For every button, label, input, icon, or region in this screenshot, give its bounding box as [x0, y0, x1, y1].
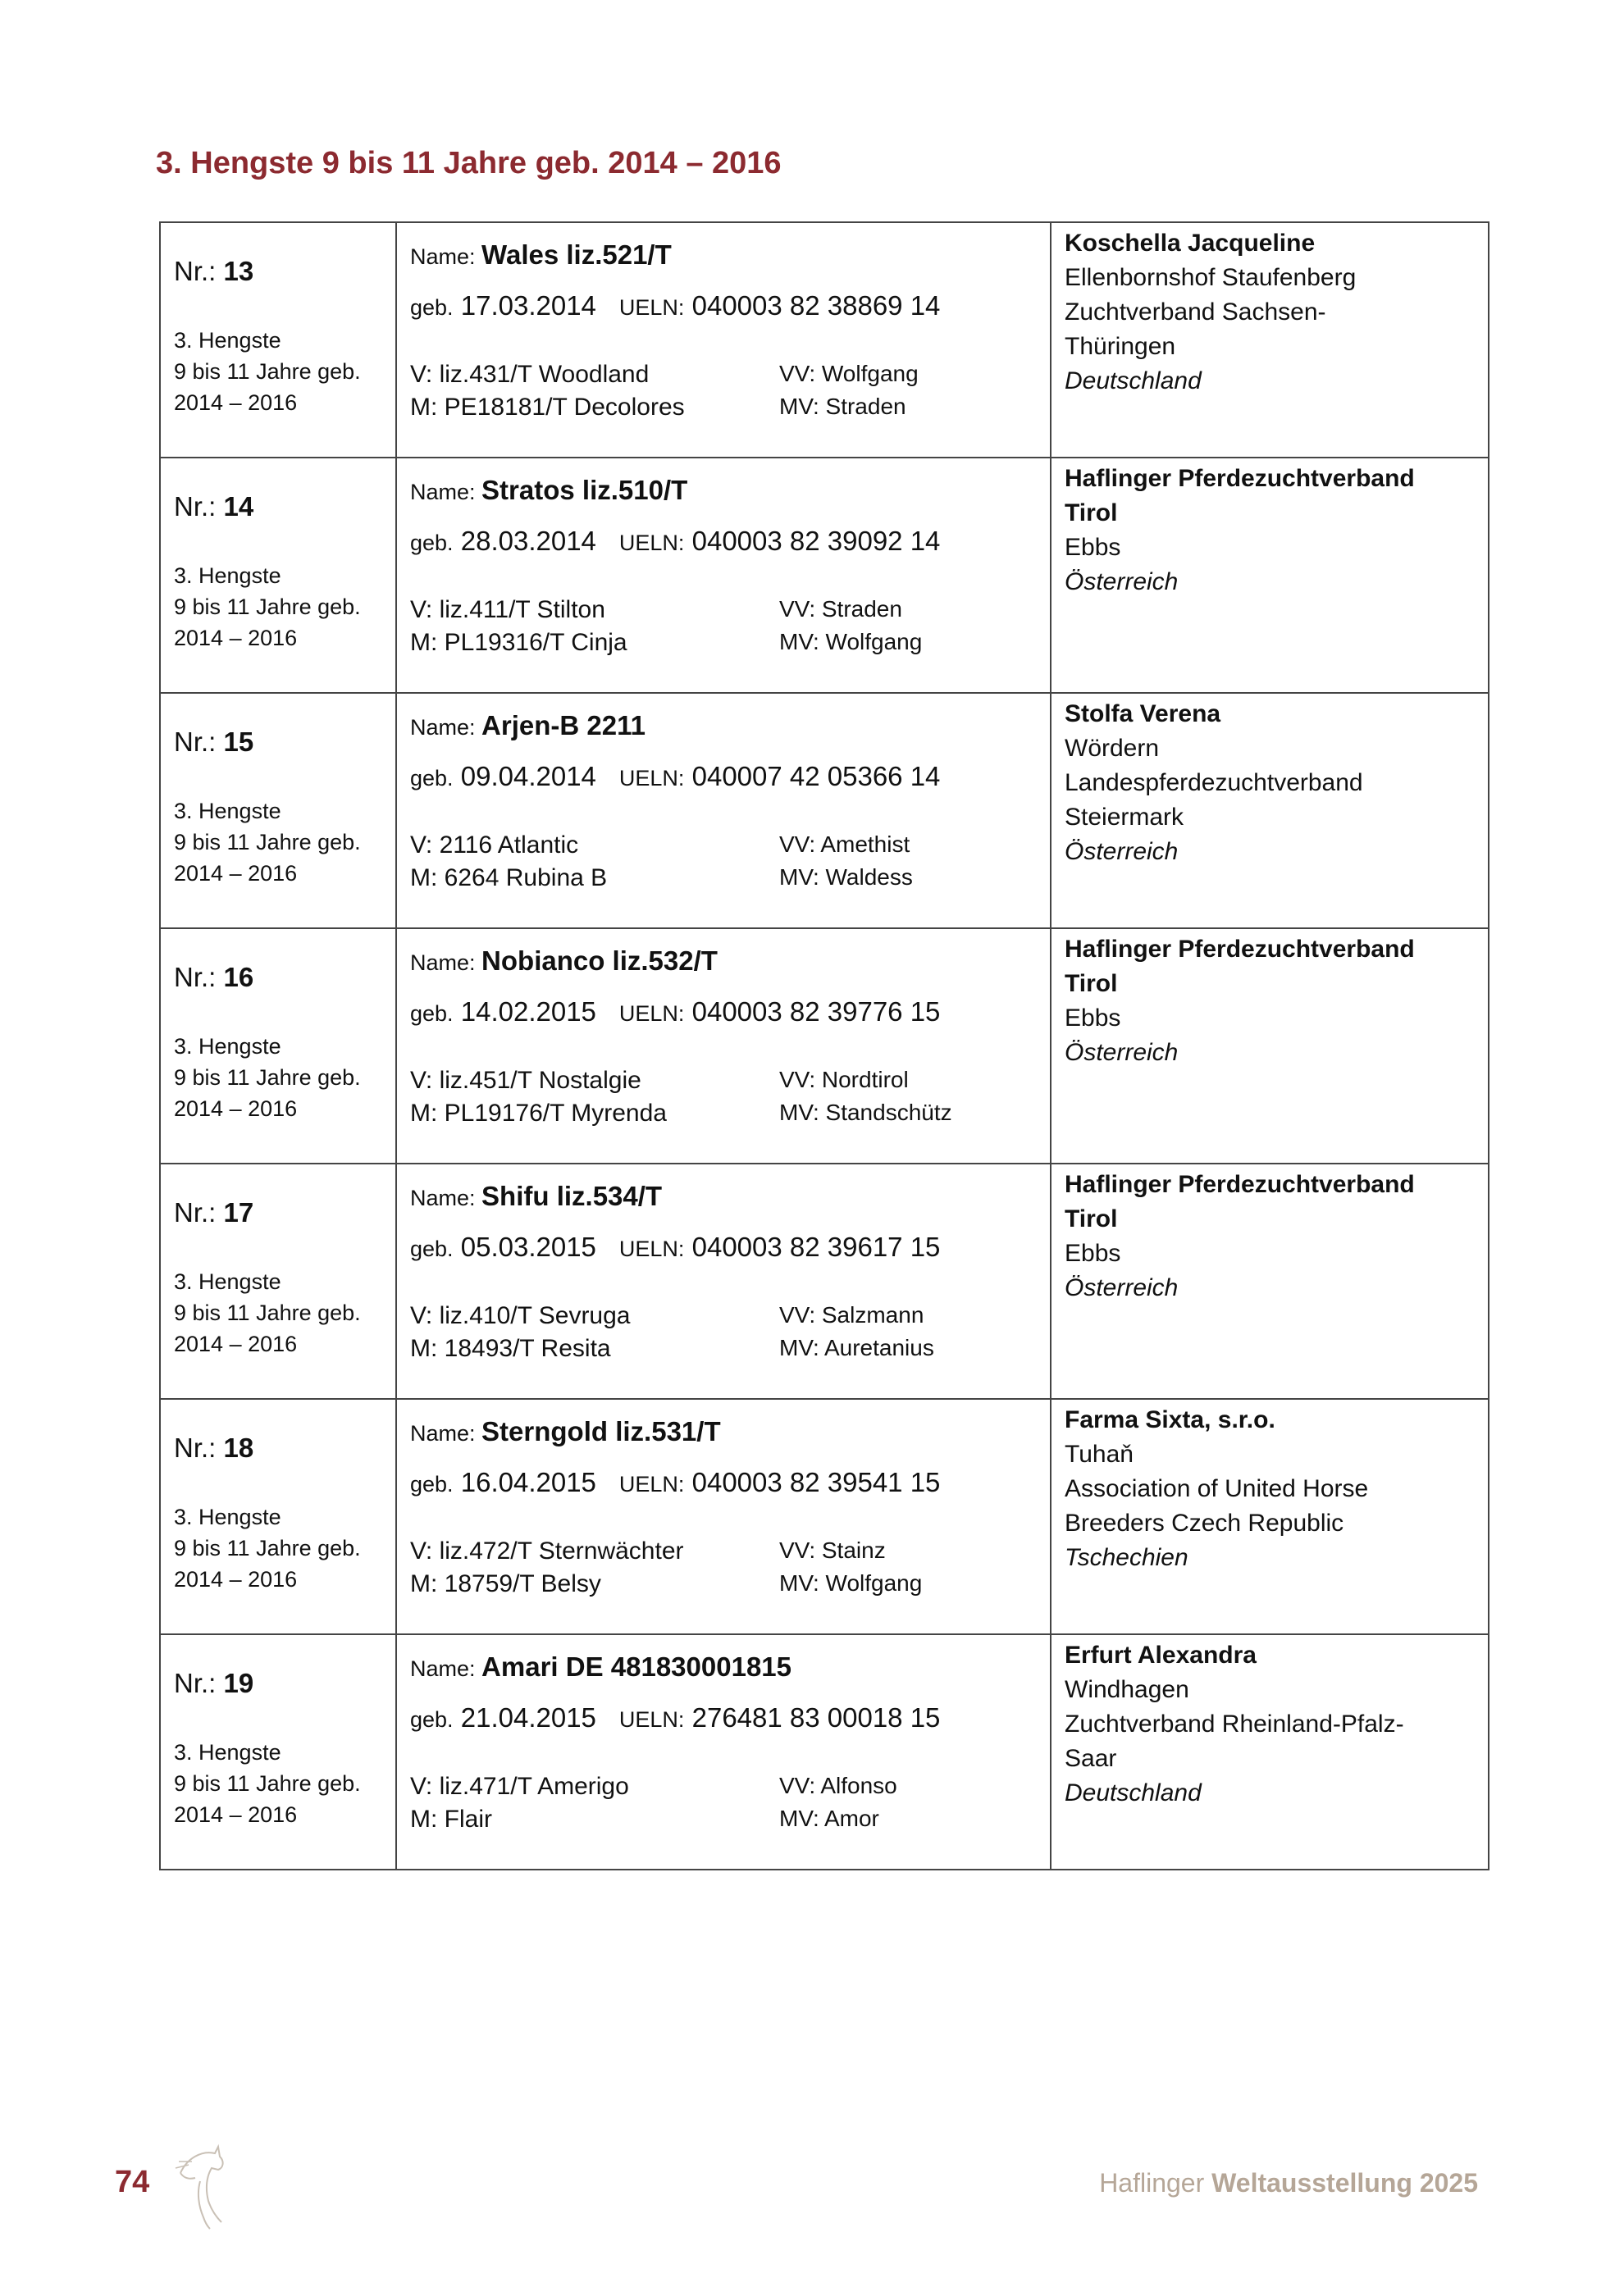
sire-value: liz.451/T Nostalgie	[439, 1067, 641, 1094]
owner-block	[1051, 929, 1488, 1070]
entry-number	[174, 727, 395, 758]
name-line	[410, 475, 1050, 506]
class-line: 3. Hengste	[174, 328, 281, 353]
section-heading: 3. Hengste 9 bis 11 Jahre geb. 2014 – 2016	[156, 146, 782, 180]
owner-location: Windhagen	[1065, 1676, 1189, 1703]
sire	[410, 831, 779, 859]
class-label	[174, 325, 395, 418]
sire-sire-label: VV:	[779, 1773, 816, 1798]
class-line: 2014 – 2016	[174, 1567, 298, 1592]
dam-sire-value: Waldess	[825, 864, 913, 890]
owner-location: Tuhaň	[1065, 1441, 1134, 1468]
sire-label: V:	[410, 361, 433, 388]
owner-country: Österreich	[1065, 568, 1179, 595]
horse-details	[397, 223, 1050, 421]
owner-name: Haflinger Pferdezuchtverband Tirol	[1065, 936, 1415, 997]
birth-line	[410, 1232, 1050, 1263]
owner-block	[1051, 223, 1488, 399]
class-line: 3. Hengste	[174, 1034, 281, 1059]
sire	[410, 1302, 779, 1330]
entry-number	[174, 491, 395, 522]
dam-sire-label: MV:	[779, 629, 819, 654]
horse-details	[397, 1635, 1050, 1834]
ueln-label: UELN:	[618, 1707, 685, 1732]
entry-number-cell	[160, 1634, 396, 1870]
dam-value: PL19176/T Myrenda	[444, 1100, 667, 1127]
owner-name: Farma Sixta, s.r.o.	[1065, 1406, 1275, 1433]
horse-details-cell	[396, 222, 1051, 458]
horse-details-cell	[396, 693, 1051, 928]
pedigree	[410, 831, 1050, 892]
ueln-value: 040007 42 05366 14	[691, 761, 941, 791]
entry-number	[174, 1197, 395, 1228]
horse-name: Shifu liz.534/T	[481, 1181, 663, 1211]
class-line: 3. Hengste	[174, 799, 281, 823]
sire	[410, 361, 779, 389]
class-line: 2014 – 2016	[174, 1332, 298, 1356]
name-label: Name:	[410, 950, 476, 975]
dam-sire	[779, 394, 1025, 421]
sire-sire	[779, 1067, 1025, 1095]
breeding-association: Zuchtverband Rheinland-Pfalz- Saar	[1065, 1711, 1404, 1772]
dam-value: 18759/T Belsy	[444, 1570, 601, 1597]
dam-sire-label: MV:	[779, 1335, 819, 1360]
nr-value: 18	[223, 1433, 254, 1463]
owner-country: Österreich	[1065, 1039, 1179, 1066]
birth-date: 09.04.2014	[460, 761, 596, 791]
class-line: 2014 – 2016	[174, 1096, 298, 1121]
nr-label: Nr.:	[174, 1668, 217, 1698]
sire-sire-value: Salzmann	[821, 1302, 924, 1328]
name-label: Name:	[410, 1421, 476, 1446]
geb-label: geb.	[410, 1472, 454, 1496]
sire-sire	[779, 1773, 1025, 1801]
class-line: 9 bis 11 Jahre geb.	[174, 594, 361, 619]
owner-cell	[1051, 222, 1489, 458]
nr-value: 19	[223, 1668, 254, 1698]
owner-block	[1051, 694, 1488, 869]
sire-value: 2116 Atlantic	[439, 831, 579, 859]
dam	[410, 1335, 779, 1363]
dam-sire-label: MV:	[779, 394, 819, 419]
sire-sire-label: VV:	[779, 361, 816, 386]
class-label	[174, 1031, 395, 1124]
birth-date: 21.04.2015	[460, 1702, 596, 1733]
birth-line	[410, 996, 1050, 1027]
ueln-value: 040003 82 38869 14	[691, 290, 941, 321]
owner-cell	[1051, 928, 1489, 1164]
dam-sire-value: Standschütz	[825, 1100, 952, 1125]
entry-number-block	[161, 1635, 395, 1830]
ueln-label: UELN:	[618, 1472, 685, 1496]
name-label: Name:	[410, 715, 476, 740]
horse-details	[397, 1164, 1050, 1363]
dam-value: Flair	[444, 1806, 493, 1833]
sire-sire-label: VV:	[779, 1302, 816, 1328]
owner-name: Stolfa Verena	[1065, 700, 1221, 727]
owner-location: Ellenbornshof Staufenberg	[1065, 264, 1357, 291]
horse-details-cell	[396, 1164, 1051, 1399]
dam-sire-label: MV:	[779, 1570, 819, 1596]
sire-sire-value: Alfonso	[820, 1773, 897, 1798]
name-line	[410, 1416, 1050, 1447]
class-label	[174, 795, 395, 889]
dam	[410, 1806, 779, 1834]
ueln-label: UELN:	[618, 1001, 685, 1026]
name-line	[410, 710, 1050, 741]
entry-number-block	[161, 694, 395, 889]
owner-country: Deutschland	[1065, 1779, 1202, 1806]
sire-label: V:	[410, 596, 433, 623]
dam-sire	[779, 864, 1025, 892]
sire	[410, 596, 779, 624]
dam-value: PE18181/T Decolores	[444, 394, 685, 421]
sire-sire	[779, 1302, 1025, 1330]
sire-sire	[779, 596, 1025, 624]
birth-date: 16.04.2015	[460, 1467, 596, 1497]
entry-number-cell	[160, 458, 396, 693]
pedigree	[410, 596, 1050, 657]
nr-value: 15	[223, 727, 254, 757]
sire-label: V:	[410, 1067, 433, 1094]
horse-name: Stratos liz.510/T	[481, 475, 688, 505]
owner-name: Haflinger Pferdezuchtverband Tirol	[1065, 1171, 1415, 1232]
sire-value: liz.431/T Woodland	[439, 361, 650, 388]
breeding-association: Landespferdezuchtverband Steiermark	[1065, 769, 1363, 831]
nr-value: 17	[223, 1197, 254, 1228]
geb-label: geb.	[410, 1001, 454, 1026]
horse-details	[397, 694, 1050, 892]
sire-label: V:	[410, 1302, 433, 1329]
dam	[410, 394, 779, 421]
dam	[410, 1100, 779, 1128]
owner-country: Österreich	[1065, 838, 1179, 865]
class-line: 2014 – 2016	[174, 390, 298, 415]
owner-cell	[1051, 1164, 1489, 1399]
sire-sire-label: VV:	[779, 596, 816, 622]
dam-sire	[779, 1335, 1025, 1363]
name-label: Name:	[410, 480, 476, 504]
birth-date: 05.03.2015	[460, 1232, 596, 1262]
dam-label: M:	[410, 1335, 438, 1362]
entry-number-block	[161, 223, 395, 418]
nr-label: Nr.:	[174, 727, 217, 757]
class-label	[174, 560, 395, 654]
sire-sire-value: Amethist	[820, 831, 910, 857]
ueln-value: 040003 82 39092 14	[691, 526, 941, 556]
dam-sire-label: MV:	[779, 864, 819, 890]
nr-value: 14	[223, 491, 254, 522]
owner-country: Deutschland	[1065, 367, 1202, 394]
entry-number-cell	[160, 928, 396, 1164]
birth-line	[410, 290, 1050, 321]
dam-sire	[779, 1570, 1025, 1598]
dam-value: 6264 Rubina B	[444, 864, 608, 891]
dam	[410, 864, 779, 892]
name-label: Name:	[410, 1656, 476, 1681]
birth-line	[410, 761, 1050, 792]
owner-country: Österreich	[1065, 1274, 1179, 1301]
ueln-value: 040003 82 39776 15	[691, 996, 941, 1027]
class-line: 9 bis 11 Jahre geb.	[174, 1536, 361, 1560]
horse-details-cell	[396, 1399, 1051, 1634]
owner-location: Wördern	[1065, 735, 1160, 762]
entry-number	[174, 962, 395, 993]
horse-name: Arjen-B 2211	[481, 710, 645, 740]
sire-label: V:	[410, 831, 433, 859]
pedigree	[410, 1538, 1050, 1598]
class-line: 9 bis 11 Jahre geb.	[174, 830, 361, 854]
sire-sire-label: VV:	[779, 831, 816, 857]
birth-date: 14.02.2015	[460, 996, 596, 1027]
pedigree	[410, 1773, 1050, 1834]
entry-number-cell	[160, 693, 396, 928]
sire-sire-value: Nordtirol	[821, 1067, 909, 1092]
dam	[410, 629, 779, 657]
class-line: 3. Hengste	[174, 1505, 281, 1529]
horse-details-cell	[396, 1634, 1051, 1870]
name-line	[410, 945, 1050, 977]
name-line	[410, 239, 1050, 271]
name-label: Name:	[410, 1186, 476, 1210]
sire	[410, 1067, 779, 1095]
owner-name: Haflinger Pferdezuchtverband Tirol	[1065, 465, 1415, 526]
sire-sire-value: Wolfgang	[821, 361, 919, 386]
entry-number	[174, 1433, 395, 1464]
class-line: 9 bis 11 Jahre geb.	[174, 1301, 361, 1325]
nr-label: Nr.:	[174, 491, 217, 522]
table-row	[160, 1399, 1489, 1634]
sire-sire-value: Straden	[821, 596, 902, 622]
birth-date: 28.03.2014	[460, 526, 596, 556]
sire	[410, 1773, 779, 1801]
footer-event: Weltausstellung 2025	[1211, 2168, 1478, 2198]
page-number: 74	[115, 2165, 150, 2199]
class-line: 9 bis 11 Jahre geb.	[174, 359, 361, 384]
birth-line	[410, 1467, 1050, 1498]
sire	[410, 1538, 779, 1565]
dam-label: M:	[410, 1806, 438, 1833]
horse-details	[397, 458, 1050, 657]
dam-label: M:	[410, 1100, 438, 1127]
birth-date: 17.03.2014	[460, 290, 596, 321]
breeding-association: Zuchtverband Sachsen- Thüringen	[1065, 298, 1326, 360]
breeding-association: Association of United Horse Breeders Czech Republic	[1065, 1475, 1369, 1537]
table-row	[160, 222, 1489, 458]
dam-label: M:	[410, 864, 438, 891]
dam-sire-label: MV:	[779, 1100, 819, 1125]
owner-cell	[1051, 1399, 1489, 1634]
geb-label: geb.	[410, 295, 454, 320]
entry-number-block	[161, 929, 395, 1124]
nr-label: Nr.:	[174, 962, 217, 992]
dam	[410, 1570, 779, 1598]
sire-value: liz.411/T Stilton	[439, 596, 605, 623]
nr-label: Nr.:	[174, 256, 217, 286]
footer-title	[1099, 2168, 1478, 2198]
sire-label: V:	[410, 1773, 433, 1800]
owner-location: Ebbs	[1065, 1240, 1121, 1267]
owner-block	[1051, 1400, 1488, 1575]
dam-sire-value: Wolfgang	[825, 629, 923, 654]
nr-label: Nr.:	[174, 1433, 217, 1463]
class-line: 3. Hengste	[174, 1740, 281, 1765]
class-line: 3. Hengste	[174, 563, 281, 588]
nr-value: 13	[223, 256, 254, 286]
sire-sire	[779, 831, 1025, 859]
entry-number	[174, 256, 395, 287]
sire-sire-label: VV:	[779, 1538, 816, 1563]
ueln-value: 040003 82 39541 15	[691, 1467, 941, 1497]
sire-sire-value: Stainz	[821, 1538, 886, 1563]
class-label	[174, 1501, 395, 1595]
owner-cell	[1051, 458, 1489, 693]
horse-head-icon	[164, 2140, 230, 2230]
birth-line	[410, 526, 1050, 557]
owner-country: Tschechien	[1065, 1544, 1188, 1571]
geb-label: geb.	[410, 766, 454, 790]
entry-number-cell	[160, 222, 396, 458]
birth-line	[410, 1702, 1050, 1733]
horse-details	[397, 929, 1050, 1128]
dam-sire-value: Amor	[823, 1806, 879, 1831]
dam-sire-value: Straden	[825, 394, 906, 419]
class-line: 9 bis 11 Jahre geb.	[174, 1065, 361, 1090]
horse-details-cell	[396, 928, 1051, 1164]
entry-number-cell	[160, 1399, 396, 1634]
geb-label: geb.	[410, 1237, 454, 1261]
footer-brand: Haflinger	[1099, 2168, 1205, 2198]
ueln-label: UELN:	[618, 531, 685, 555]
table-row	[160, 928, 1489, 1164]
owner-name: Koschella Jacqueline	[1065, 230, 1316, 257]
owner-block	[1051, 1164, 1488, 1305]
class-line: 2014 – 2016	[174, 1802, 298, 1827]
geb-label: geb.	[410, 1707, 454, 1732]
name-line	[410, 1651, 1050, 1683]
class-label	[174, 1737, 395, 1830]
dam-sire-value: Auretanius	[823, 1335, 934, 1360]
entry-number-block	[161, 1164, 395, 1360]
class-line: 9 bis 11 Jahre geb.	[174, 1771, 361, 1796]
owner-name: Erfurt Alexandra	[1065, 1642, 1257, 1669]
horse-name: Wales liz.521/T	[481, 239, 672, 270]
dam-label: M:	[410, 394, 438, 421]
owner-cell	[1051, 1634, 1489, 1870]
sire-value: liz.472/T Sternwächter	[439, 1538, 684, 1565]
geb-label: geb.	[410, 531, 454, 555]
sire-sire	[779, 1538, 1025, 1565]
table-row	[160, 1164, 1489, 1399]
sire-label: V:	[410, 1538, 433, 1565]
dam-sire	[779, 1806, 1025, 1834]
horse-name: Nobianco liz.532/T	[481, 945, 718, 976]
owner-location: Ebbs	[1065, 1004, 1121, 1032]
horse-entries-table	[159, 221, 1489, 1870]
sire-value: liz.471/T Amerigo	[439, 1773, 629, 1800]
class-line: 3. Hengste	[174, 1269, 281, 1294]
dam-sire	[779, 629, 1025, 657]
ueln-label: UELN:	[618, 1237, 685, 1261]
table-row	[160, 693, 1489, 928]
table-row	[160, 1634, 1489, 1870]
owner-location: Ebbs	[1065, 534, 1121, 561]
entry-number-block	[161, 1400, 395, 1595]
class-line: 2014 – 2016	[174, 861, 298, 886]
entry-number-block	[161, 458, 395, 654]
horse-details-cell	[396, 458, 1051, 693]
class-line: 2014 – 2016	[174, 626, 298, 650]
sire-sire	[779, 361, 1025, 389]
horse-details	[397, 1400, 1050, 1598]
owner-cell	[1051, 693, 1489, 928]
name-label: Name:	[410, 244, 476, 269]
ueln-label: UELN:	[618, 766, 685, 790]
dam-sire-value: Wolfgang	[825, 1570, 923, 1596]
sire-value: liz.410/T Sevruga	[439, 1302, 631, 1329]
owner-block	[1051, 458, 1488, 599]
pedigree	[410, 361, 1050, 421]
name-line	[410, 1181, 1050, 1212]
pedigree	[410, 1067, 1050, 1128]
nr-value: 16	[223, 962, 254, 992]
dam-value: 18493/T Resita	[444, 1335, 611, 1362]
dam-label: M:	[410, 1570, 438, 1597]
dam-label: M:	[410, 629, 438, 656]
ueln-value: 276481 83 00018 15	[691, 1702, 941, 1733]
dam-sire	[779, 1100, 1025, 1128]
nr-label: Nr.:	[174, 1197, 217, 1228]
owner-block	[1051, 1635, 1488, 1811]
pedigree	[410, 1302, 1050, 1363]
horse-name: Sterngold liz.531/T	[481, 1416, 721, 1446]
table-row	[160, 458, 1489, 693]
dam-value: PL19316/T Cinja	[444, 629, 627, 656]
sire-sire-label: VV:	[779, 1067, 816, 1092]
class-label	[174, 1266, 395, 1360]
entry-number	[174, 1668, 395, 1699]
ueln-label: UELN:	[618, 295, 685, 320]
horse-name: Amari DE 481830001815	[481, 1651, 791, 1682]
dam-sire-label: MV:	[779, 1806, 819, 1831]
ueln-value: 040003 82 39617 15	[691, 1232, 941, 1262]
entry-number-cell	[160, 1164, 396, 1399]
